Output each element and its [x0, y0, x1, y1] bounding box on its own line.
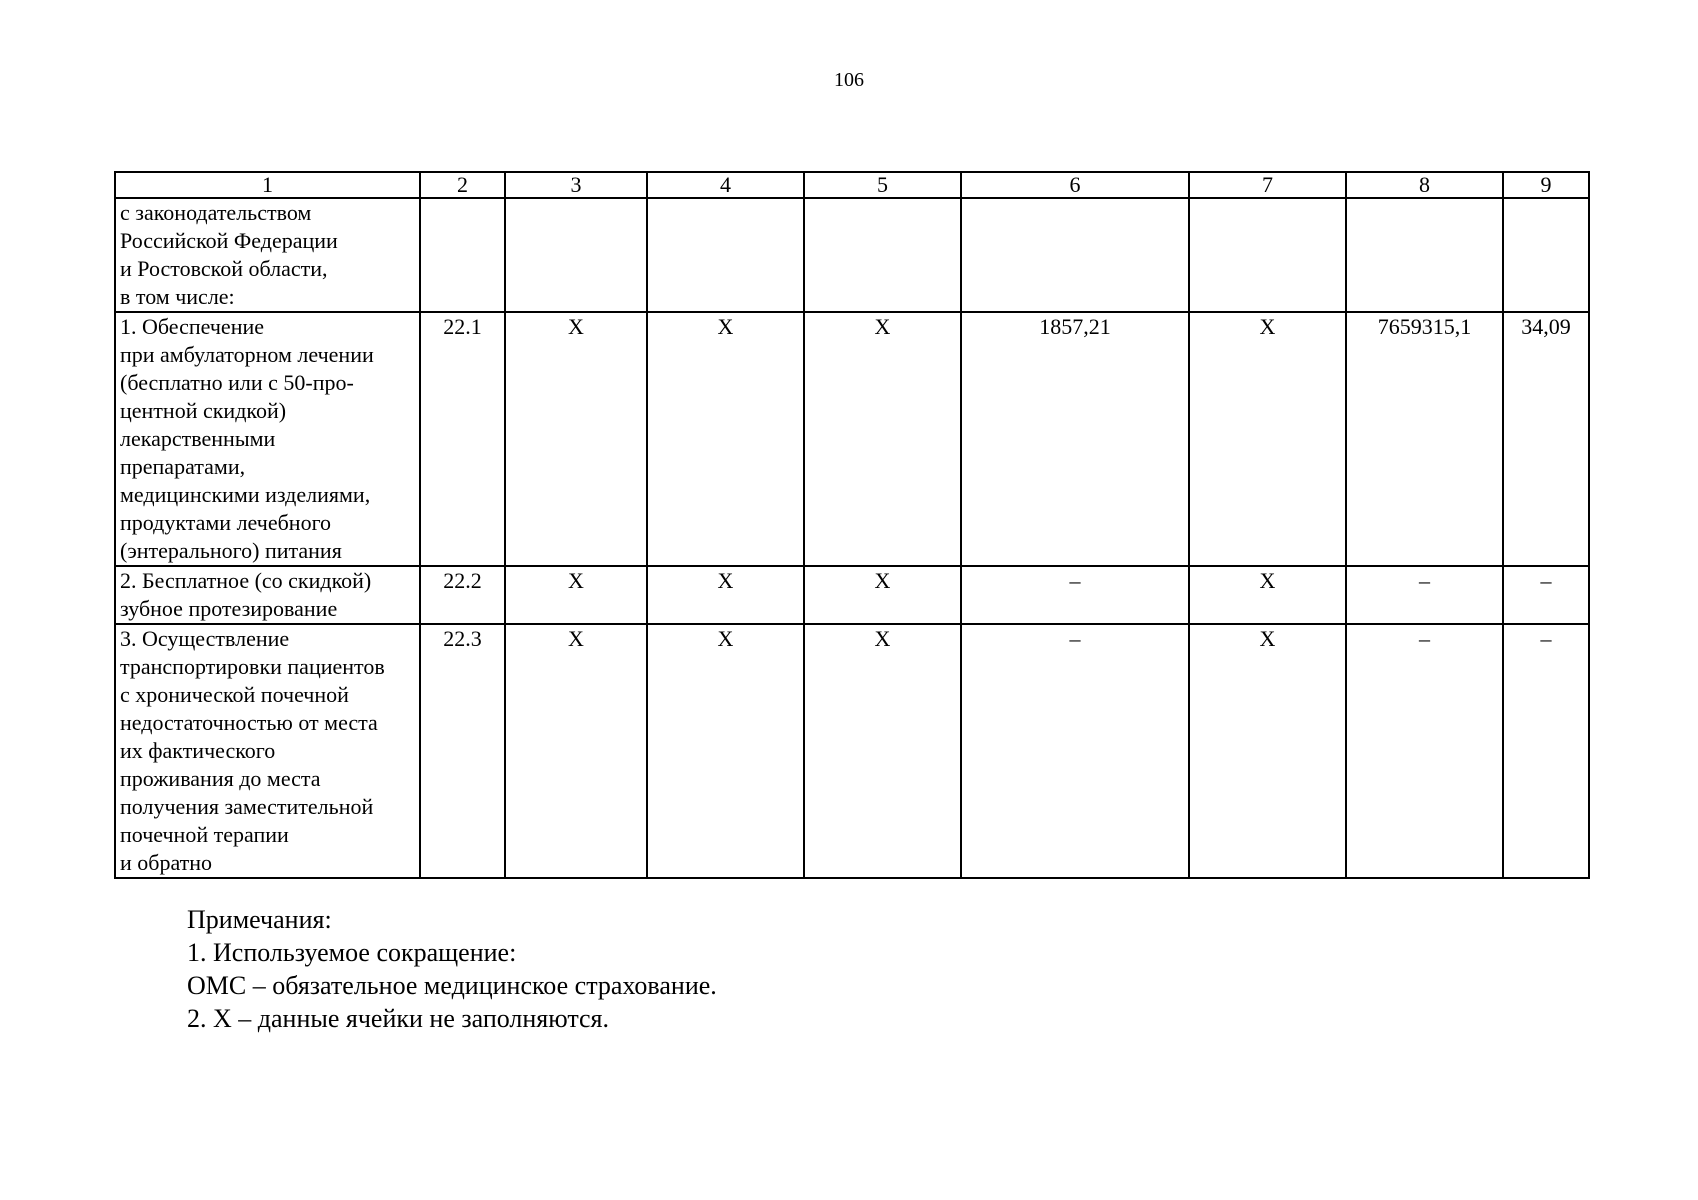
table-cell: X — [1189, 312, 1346, 566]
description-line: центной скидкой) — [120, 398, 287, 423]
description-line: их фактического — [120, 738, 276, 763]
table-row — [115, 624, 1589, 878]
notes-title: Примечания: — [187, 905, 332, 934]
description-line: продуктами лечебного — [120, 510, 332, 535]
table-cell: – — [961, 624, 1189, 878]
description-line: 3. Осуществление — [120, 626, 290, 651]
table-row — [115, 312, 1589, 566]
table-cell: – — [961, 566, 1189, 624]
column-header: 4 — [647, 172, 804, 198]
description-line: 1. Обеспечение — [120, 314, 264, 339]
notes-section — [187, 903, 717, 1035]
table-cell — [1189, 198, 1346, 312]
row-description — [115, 566, 420, 624]
table-cell: X — [804, 566, 961, 624]
table-row — [115, 566, 1589, 624]
column-header: 3 — [505, 172, 647, 198]
note-item-1: 1. Используемое сокращение: — [187, 938, 517, 967]
column-header: 9 — [1503, 172, 1589, 198]
table-cell: – — [1503, 566, 1589, 624]
table-cell: X — [804, 624, 961, 878]
table-cell: – — [1346, 566, 1503, 624]
note-item-2: 2. Х – данные ячейки не заполняются. — [187, 1004, 610, 1033]
table-cell: 34,09 — [1503, 312, 1589, 566]
description-line: недостаточностью от места — [120, 710, 378, 735]
table-cell — [804, 198, 961, 312]
table-cell: 7659315,1 — [1346, 312, 1503, 566]
table-cell — [647, 198, 804, 312]
row-description — [115, 312, 420, 566]
description-line: (энтерального) питания — [120, 538, 342, 563]
column-header: 6 — [961, 172, 1189, 198]
table-cell: 22.1 — [420, 312, 505, 566]
description-line: препаратами, — [120, 454, 246, 479]
description-line: почечной терапии — [120, 822, 289, 847]
note-abbreviation: ОМС – обязательное медицинское страхование. — [187, 971, 717, 1000]
table-cell — [961, 198, 1189, 312]
table-cell: X — [1189, 566, 1346, 624]
table-cell: X — [1189, 624, 1346, 878]
table-cell: X — [505, 624, 647, 878]
description-line: с законодательством — [120, 200, 312, 225]
description-line: 2. Бесплатное (со скидкой) — [120, 568, 372, 593]
table-row — [115, 198, 1589, 312]
row-description — [115, 624, 420, 878]
table-cell — [420, 198, 505, 312]
table-cell: X — [505, 312, 647, 566]
data-table — [114, 171, 1590, 879]
description-line: транспортировки пациентов — [120, 654, 385, 679]
column-header: 5 — [804, 172, 961, 198]
table-header-row — [115, 172, 1589, 198]
row-description — [115, 198, 420, 312]
description-line: проживания до места — [120, 766, 321, 791]
column-header: 2 — [420, 172, 505, 198]
description-line: при амбулаторном лечении — [120, 342, 374, 367]
table-cell: X — [647, 566, 804, 624]
description-line: в том числе: — [120, 284, 235, 309]
column-header: 8 — [1346, 172, 1503, 198]
table-cell: 22.2 — [420, 566, 505, 624]
description-line: (бесплатно или с 50-про- — [120, 370, 354, 395]
description-line: лекарственными — [120, 426, 276, 451]
column-header: 1 — [115, 172, 420, 198]
table-cell: – — [1346, 624, 1503, 878]
table-cell — [1346, 198, 1503, 312]
description-line: зубное протезирование — [120, 596, 338, 621]
table-cell: X — [804, 312, 961, 566]
description-line: и Ростовской области, — [120, 256, 328, 281]
table-cell — [1503, 198, 1589, 312]
description-line: и обратно — [120, 850, 213, 875]
table-cell: – — [1503, 624, 1589, 878]
description-line: Российской Федерации — [120, 228, 338, 253]
column-header: 7 — [1189, 172, 1346, 198]
table-cell: X — [647, 624, 804, 878]
page-number: 106 — [834, 69, 864, 91]
table-cell: X — [505, 566, 647, 624]
description-line: с хронической почечной — [120, 682, 349, 707]
table-cell: 1857,21 — [961, 312, 1189, 566]
description-line: медицинскими изделиями, — [120, 482, 371, 507]
table-cell — [505, 198, 647, 312]
table-cell: 22.3 — [420, 624, 505, 878]
description-line: получения заместительной — [120, 794, 374, 819]
table-cell: X — [647, 312, 804, 566]
